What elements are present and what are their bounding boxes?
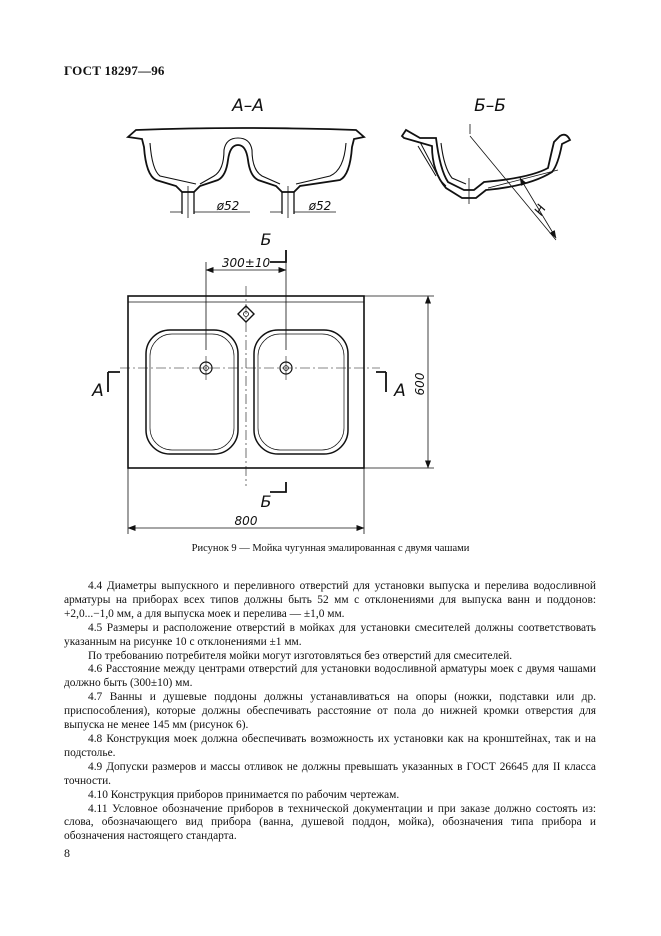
- paragraph-4-11: 4.11 Условное обозначение приборов в технической документации и при заказе должно состоять из: слова, обозначающего вид прибора (ванна, душевой поддон, мойка), обозначения типа прибора и обозначения настоящего стандарта.: [64, 802, 596, 843]
- paragraph-4-5: 4.5 Размеры и расположение отверстий в мойках для установки смесителей должны соответствовать указанным на рисунке 10 с отклонениями ±1 мм.: [64, 621, 596, 648]
- paragraph-4-7: 4.7 Ванны и душевые поддоны должны устанавливаться на опоры (ножки, подставки или др. приспособления), которые должны обеспечивать расстояние от пола до нижней кромки отверстия для выпуска не менее 145 мм (рисунок 6).: [64, 691, 596, 732]
- paragraph-4-9: 4.9 Допуски размеров и массы отливок не должны превышать указанных в ГОСТ 26645 для II класса точности.: [64, 760, 596, 787]
- dim-800: 800: [234, 514, 258, 528]
- cut-mark-b-bottom: Б: [260, 492, 272, 511]
- section-aa-view: [128, 96, 364, 218]
- figure-caption: Рисунок 9 — Мойка чугунная эмалированная с двумя чашами: [191, 543, 470, 554]
- paragraph-4-5-note: По требованию потребителя мойки могут изготовляться без отверстий для смесителей.: [88, 649, 513, 662]
- paragraph-4-4: 4.4 Диаметры выпускного и переливного отверстий для установки выпуска и перелива водосливной арматуры на приборах всех типов должны быть 52 мм с отклонениями для выпуска ванн и поддонов: +2,0...−1,0 мм, а для выпуска моек и перелива — ±1,0 мм.: [64, 580, 596, 620]
- page-number: 8: [64, 846, 70, 860]
- section-aa-title: А–А: [232, 96, 264, 116]
- paragraph-4-6: 4.6 Расстояние между центрами отверстий для установки водосливной арматуры моек с двумя чашами должно быть (300±10) мм.: [64, 663, 596, 690]
- cut-mark-b-top: Б: [260, 230, 272, 249]
- dim-h: H: [532, 202, 550, 219]
- section-bb-title: Б–Б: [474, 96, 506, 116]
- paragraph-4-10: 4.10 Конструкция приборов принимается по рабочим чертежам.: [88, 788, 400, 801]
- dim-hole-left: ø52: [216, 199, 240, 213]
- document-header: ГОСТ 18297—96: [64, 63, 165, 78]
- body-text: [64, 580, 596, 844]
- paragraph-4-8: 4.8 Конструкция моек должна обеспечивать возможность их установки как на кронштейнах, так и на подстолье.: [64, 732, 596, 759]
- dim-300: 300±10: [221, 256, 271, 270]
- section-bb-view: [402, 96, 570, 240]
- cut-mark-a-left: А: [92, 381, 104, 401]
- plan-view: [91, 230, 434, 534]
- dim-hole-right: ø52: [308, 199, 332, 213]
- dim-600: 600: [413, 372, 427, 396]
- cut-mark-a-right: А: [394, 381, 406, 401]
